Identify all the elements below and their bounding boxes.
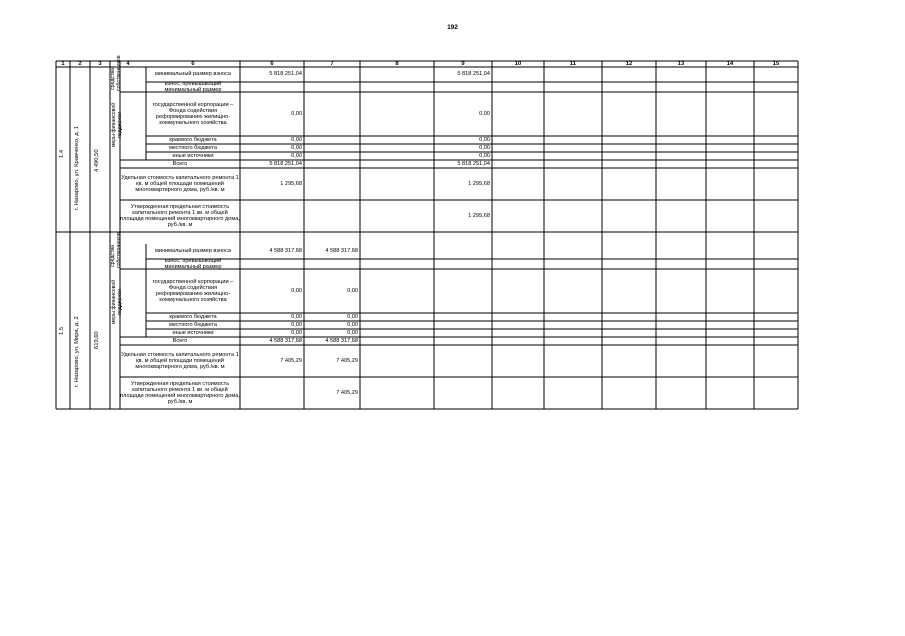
value-col-6b	[304, 259, 360, 269]
value-col-6b: 0,00	[347, 321, 358, 328]
value-col-6a: 1 295,68	[280, 180, 302, 187]
value-col-8	[434, 244, 492, 259]
value-col-6b	[304, 82, 360, 92]
row-label: иные источники	[172, 329, 214, 336]
value-col-8: 1 295,68	[468, 180, 490, 187]
row-number: 1.5	[59, 326, 65, 335]
value-col-6a: 5 818 251,04	[269, 160, 302, 167]
row-label: Утвержденная предельная стоимость капитального ремонта 1 кв. м общей площади помещений многоквартирного дома, руб./кв. м	[120, 380, 240, 406]
row-label: Утвержденная предельная стоимость капитального ремонта 1 кв. м общей площади помещений многоквартирного дома, руб./кв. м	[120, 203, 240, 229]
value-col-6a: 0,00	[291, 329, 302, 336]
row-label: местного бюджета	[169, 321, 217, 328]
value-col-6a: 4 588 317,68	[269, 337, 302, 344]
total-area: 4 490,50	[94, 148, 100, 172]
value-col-6a	[240, 200, 304, 232]
value-col-6b: 4 588 317,68	[325, 248, 358, 255]
value-col-8: 1 295,68	[468, 212, 490, 219]
value-col-8: 0,00	[479, 136, 490, 143]
value-col-6a	[240, 259, 304, 269]
column-header-15: 15	[772, 60, 780, 67]
value-col-6a: 0,00	[291, 287, 302, 294]
value-col-8	[434, 269, 492, 313]
value-col-6b	[304, 144, 360, 152]
row-label: государственной корпорации – Фонда содействия реформированию жилищно-коммунального хозяйства	[152, 278, 234, 304]
column-header-9: 9	[461, 60, 465, 67]
column-header-3: 3	[98, 60, 102, 67]
value-col-6a: 5 818 251,04	[269, 71, 302, 78]
value-col-6b	[304, 200, 360, 232]
row-label: краевого бюджета	[169, 313, 217, 320]
value-col-6b	[304, 168, 360, 200]
value-col-8: 0,00	[479, 144, 490, 151]
page-number: 192	[447, 24, 458, 31]
row-label: Удельная стоимость капитального ремонта 1 кв. м общей площади помещений многоквартирного дома, руб./кв. м	[121, 174, 239, 194]
group-owners-funds: средства собственников	[110, 55, 122, 91]
value-col-6b: 0,00	[347, 313, 358, 320]
column-header-7: 7	[330, 60, 334, 67]
column-header-13: 13	[677, 60, 685, 67]
row-label: Всего	[172, 160, 188, 167]
row-label: Всего	[172, 337, 188, 344]
value-col-8: 5 818 251,04	[457, 71, 490, 78]
total-area: 619,60	[94, 330, 100, 349]
row-number: 1.4	[59, 149, 65, 158]
value-col-6a: 4 588 317,68	[269, 248, 302, 255]
value-col-6b: 0,00	[347, 287, 358, 294]
value-col-6a: 0,00	[291, 321, 302, 328]
value-col-6a: 0,00	[291, 313, 302, 320]
value-col-6b: 7 405,29	[336, 357, 358, 364]
column-header-6: 6	[270, 60, 274, 67]
column-header-5: 6	[191, 60, 195, 67]
value-col-6b	[304, 136, 360, 144]
value-col-8	[434, 259, 492, 269]
value-col-6a: 0,00	[291, 152, 302, 159]
house-address: г. Назарово, ул. Мира, д. 2	[74, 315, 80, 387]
group-financial-support: меры финансовой поддержки	[111, 102, 123, 148]
row-label: краевого бюджета	[169, 136, 217, 143]
row-label: минимальный размер взноса	[154, 71, 232, 78]
value-col-8	[434, 337, 492, 345]
value-col-6a: 7 405,29	[280, 357, 302, 364]
value-col-6a	[240, 377, 304, 409]
value-col-6a: 0,00	[291, 110, 302, 117]
column-header-11: 11	[569, 60, 577, 67]
value-col-6b	[304, 160, 360, 168]
value-col-8	[434, 377, 492, 409]
value-col-6b	[304, 152, 360, 160]
value-col-8	[434, 329, 492, 337]
value-col-8	[434, 82, 492, 92]
value-col-8: 0,00	[479, 110, 490, 117]
group-owners-funds: средства собственников	[110, 232, 122, 268]
column-header-14: 14	[726, 60, 734, 67]
value-col-8: 0,00	[479, 152, 490, 159]
row-label: взнос, превышающий минимальный размер	[164, 257, 222, 270]
value-col-8	[434, 321, 492, 329]
value-col-6b: 4 588 317,68	[325, 337, 358, 344]
column-header-2: 2	[78, 60, 82, 67]
value-col-8	[434, 313, 492, 321]
value-col-6a: 0,00	[291, 136, 302, 143]
value-col-6b: 0,00	[347, 329, 358, 336]
row-label: местного бюджета	[169, 144, 217, 151]
house-address: г. Назарово, ул. Кравченко, д. 1	[74, 125, 80, 210]
value-col-8: 5 818 251,04	[457, 160, 490, 167]
column-header-8: 8	[395, 60, 399, 67]
column-header-12: 12	[625, 60, 633, 67]
group-financial-support: меры финансовой поддержки	[111, 279, 123, 325]
value-col-6b	[304, 92, 360, 136]
column-header-4: 4	[126, 60, 130, 67]
row-label: государственной корпорации – Фонда содействия реформированию жилищно-коммунального хозяйства	[152, 101, 234, 127]
value-col-6b	[304, 67, 360, 82]
row-label: иные источники	[172, 152, 214, 159]
value-col-6a: 0,00	[291, 144, 302, 151]
value-col-8	[434, 345, 492, 377]
row-label: Удельная стоимость капитального ремонта 1 кв. м общей площади помещений многоквартирного дома, руб./кв. м	[121, 351, 239, 371]
value-col-6a	[240, 82, 304, 92]
column-header-10: 10	[514, 60, 522, 67]
row-label: минимальный размер взноса	[154, 248, 232, 255]
value-col-6b: 7 405,29	[336, 389, 358, 396]
column-header-1: 1	[61, 60, 65, 67]
row-label: взнос, превышающий минимальный размер	[164, 80, 222, 93]
